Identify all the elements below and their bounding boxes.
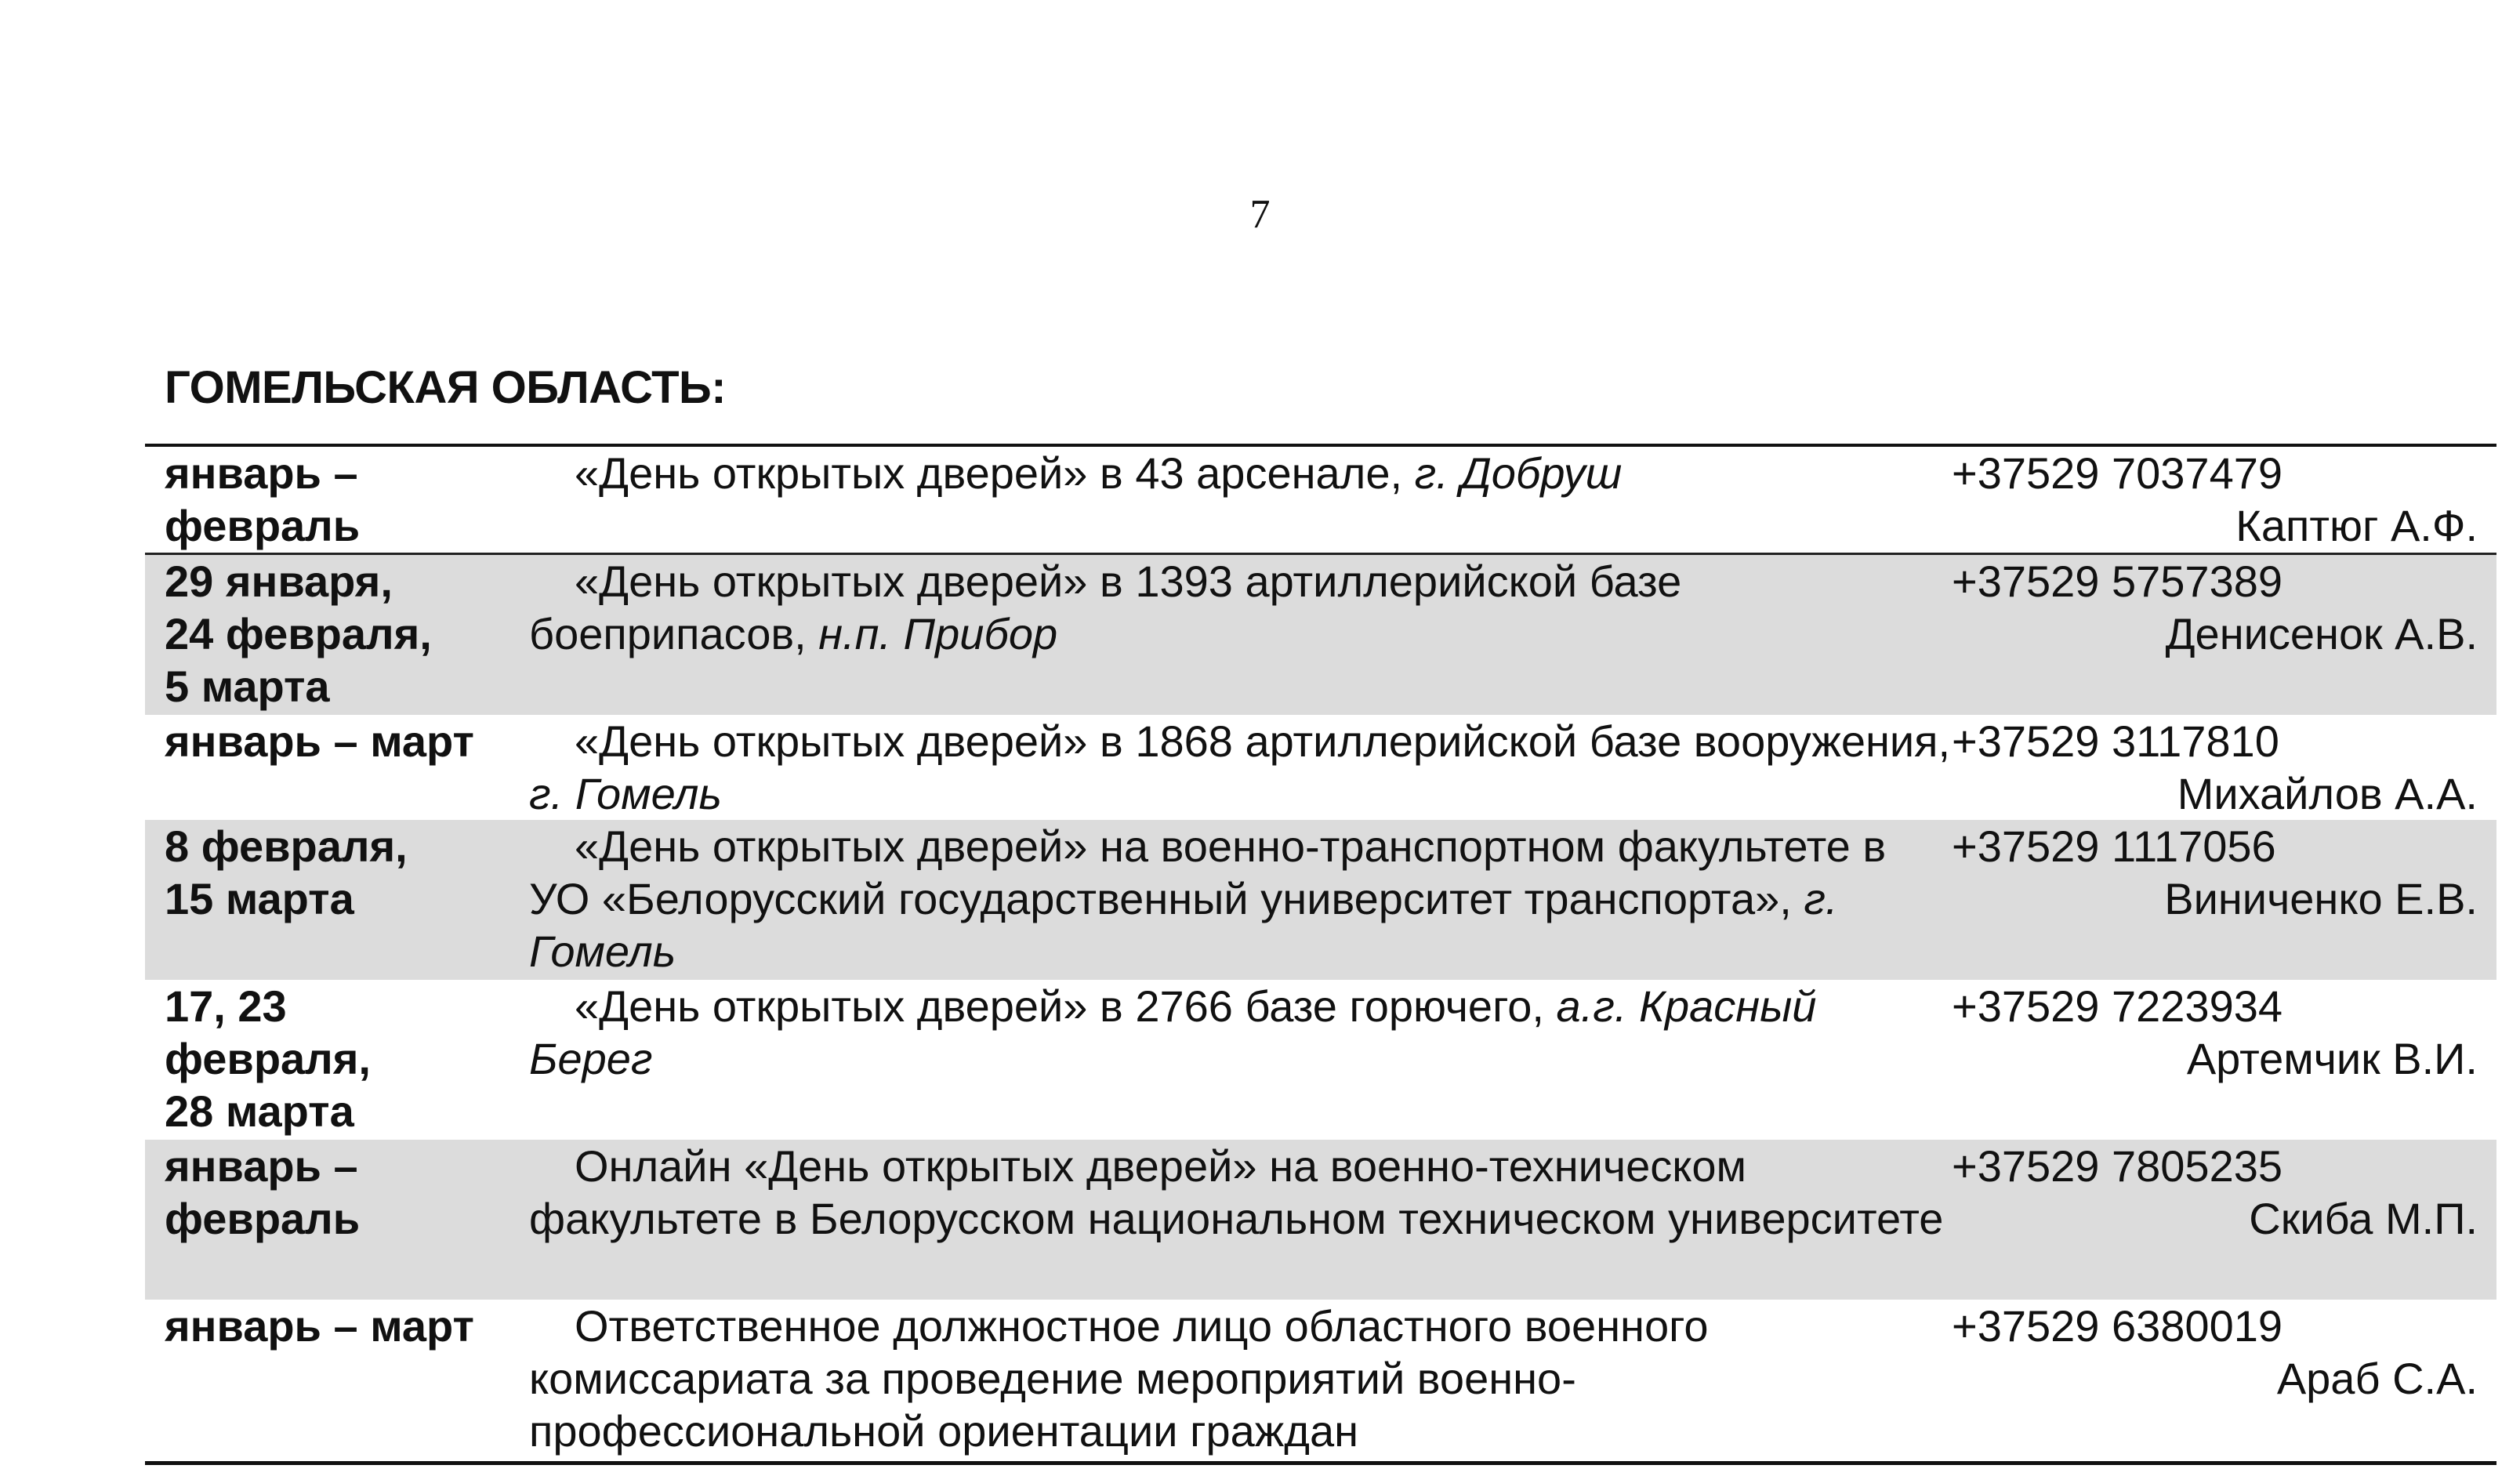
event-description	[529, 1140, 1952, 1300]
contact-phone: +37529 7805235	[1952, 1141, 2283, 1191]
contact-phone: +37529 5757389	[1952, 557, 2283, 606]
event-place: г. Добруш	[1414, 448, 1623, 498]
event-description	[529, 715, 1952, 820]
event-contact	[1952, 555, 2496, 715]
table-row	[145, 715, 2496, 820]
event-contact	[1952, 980, 2496, 1140]
event-date: январь – февраль	[165, 1141, 361, 1243]
event-contact	[1952, 715, 2496, 820]
table-row	[145, 820, 2496, 980]
event-date: 8 февраля, 15 марта	[165, 821, 408, 923]
event-contact	[1952, 1140, 2496, 1300]
table-row	[145, 980, 2496, 1140]
contact-phone: +37529 7223934	[1952, 981, 2283, 1031]
table-row	[145, 1140, 2496, 1300]
contact-person: Скиба М.П.	[2249, 1194, 2478, 1243]
contact-phone: +37529 6380019	[1952, 1301, 2283, 1351]
table-row	[145, 1300, 2496, 1461]
contact-phone: +37529 7037479	[1952, 448, 2283, 498]
contact-phone: +37529 3117810	[1952, 716, 2279, 766]
event-text: «День открытых дверей» в 1868 артиллерийской базе вооружения,	[575, 716, 1951, 766]
table-row	[145, 555, 2496, 715]
contact-phone: +37529 1117056	[1952, 821, 2276, 871]
contact-person: Михайлов А.А.	[2177, 769, 2478, 818]
event-text: «День открытых дверей» на военно-транспортном факультете в УО «Белорусский государственный университет транспорта»,	[529, 821, 1887, 923]
event-description	[529, 820, 1952, 980]
contact-person: Каптюг А.Ф.	[2235, 501, 2478, 550]
event-date: январь – февраль	[165, 448, 361, 550]
contact-person: Виниченко Е.В.	[2164, 874, 2478, 923]
event-contact	[1952, 1300, 2496, 1461]
event-description	[529, 980, 1952, 1140]
event-description	[529, 555, 1952, 715]
table-row	[145, 447, 2496, 555]
event-date: январь – март	[165, 716, 474, 766]
event-contact	[1952, 447, 2496, 553]
event-place: г. Гомель	[529, 874, 1838, 976]
events-table	[145, 444, 2496, 1465]
event-text: Онлайн «День открытых дверей» на военно-техническом факультете в Белорусском национальном техническом университете	[529, 1141, 1944, 1243]
event-date: 29 января, 24 февраля, 5 марта	[165, 557, 432, 711]
page-number: 7	[1249, 192, 1271, 237]
event-place: а.г. Красный Берег	[529, 981, 1817, 1083]
section-title: ГОМЕЛЬСКАЯ ОБЛАСТЬ:	[165, 362, 727, 413]
event-place: г. Гомель	[529, 769, 722, 818]
event-text: «День открытых дверей» в 43 арсенале,	[575, 448, 1415, 498]
event-date: 17, 23 февраля, 28 марта	[165, 981, 371, 1136]
event-description	[529, 447, 1952, 553]
event-text: Ответственное должностное лицо областного военного комиссариата за проведение мероприятий военно-профессиональной ориентации граждан	[529, 1301, 1709, 1456]
event-date: январь – март	[165, 1301, 474, 1351]
event-contact	[1952, 820, 2496, 980]
event-description	[529, 1300, 1952, 1461]
event-text: «День открытых дверей» в 2766 базе горючего,	[575, 981, 1557, 1031]
event-text: «День открытых дверей» в 1393 артиллерийской базе боеприпасов,	[529, 557, 1682, 658]
contact-person: Денисенок А.В.	[2165, 609, 2478, 658]
event-place: н.п. Прибор	[818, 609, 1058, 658]
contact-person: Артемчик В.И.	[2186, 1034, 2478, 1083]
contact-person: Араб С.А.	[2276, 1354, 2478, 1403]
